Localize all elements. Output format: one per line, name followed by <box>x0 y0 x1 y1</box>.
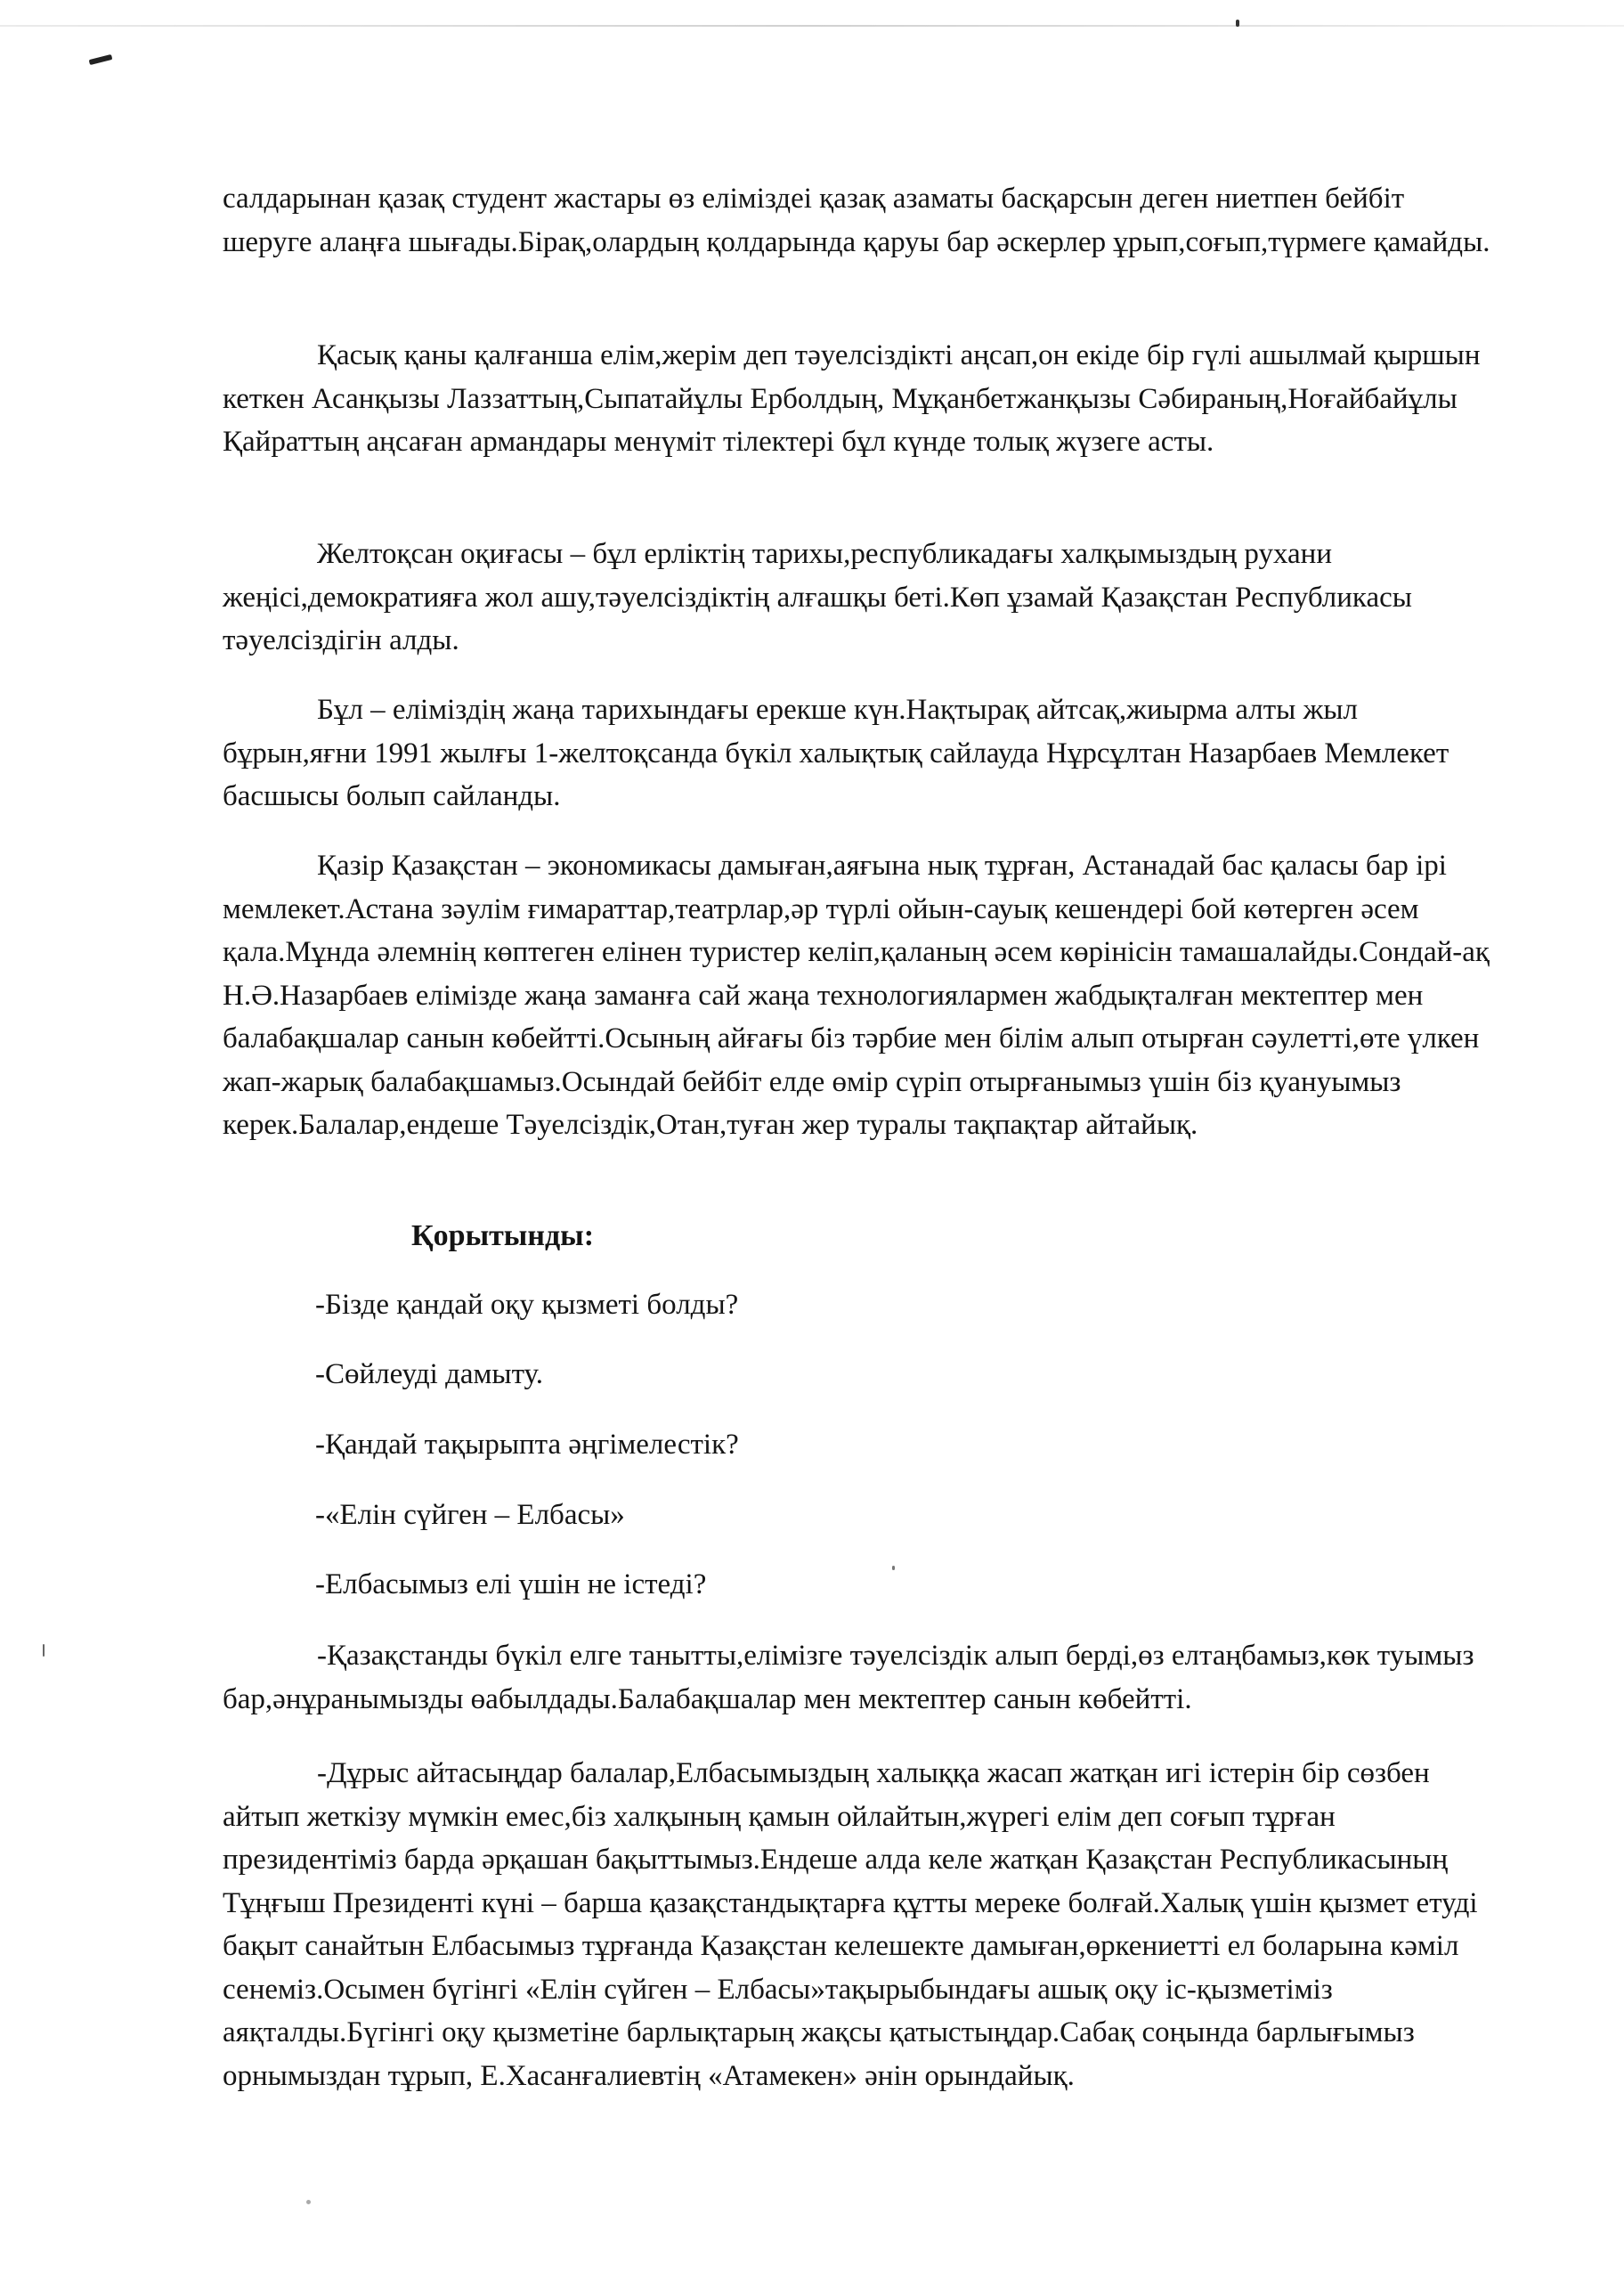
section-heading: Қорытынды: <box>411 1219 595 1252</box>
paragraph: Желтоқсан оқиғасы – бұл ерліктің тарихы,республикадағы халқымыздың рухани жеңісі,демократияға жол ашу,тәуелсіздіктің алғашқы беті.Көп ұзамай Қазақстан Республикасы тәуелсіздігін алды. <box>223 538 1412 656</box>
paragraph: Бұл – еліміздің жаңа тарихындағы ерекше күн.Нақтырақ айтсақ,жиырма алты жыл бұрын,яғни 1991 жылғы 1-желтоқсанда бүкіл халықтық сайлауда Нұрсұлтан Назарбаев Мемлекет басшысы болып сайланды. <box>223 694 1449 812</box>
paragraph: Қасық қаны қалғанша елім,жерім деп тәуелсіздікті аңсап,он екіде бір гүлі ашылмай қыршын кеткен Асанқызы Лаззаттың,Сыпатайұлы Ерболдың, Мұқанбетжанқызы Сәбираның,Ноғайбайұлы Қайраттың аңсаған армандары менүміт тілектері бұл күнде толық жүзеге асты. <box>223 339 1481 458</box>
paragraph: Қазір Қазақстан – экономикасы дамыған,аяғына нық тұрған, Астанадай бас қаласы бар ірі мемлекет.Астана зәулім ғимараттар,театрлар,әр түрлі ойын-сауық кешендері бой көтерген әсем қала.Мұнда әлемнің көптеген елінен туристер келіп,қаланың әсем көрінісін тамашалайды.Сондай-ақ Н.Ә.Назарбаев елімізде жаңа заманға сай жаңа технологиялармен жабдықталған мектептер мен балабақшалар санын көбейтті.Осының айғағы біз тәрбие мен білім алып отырған сәулетті,өте үлкен жап-жарық балабақшамыз.Осындай бейбіт елде өмір сүріп отырғанымыз үшін біз қуануымыз керек.Балалар,ендеше Тәуелсіздік,Отан,туған жер туралы тақпақтар айтайық. <box>223 850 1490 1141</box>
list-item: -Елбасымыз елі үшін не істеді? <box>315 1568 707 1600</box>
paragraph: салдарынан қазақ студент жастары өз еліміздеі қазақ азаматы басқарсын деген ниетпен бейбіт шеруге алаңға шығады.Бірақ,олардың қолдарында қаруы бар әскерлер ұрып,соғып,түрмеге қамайды. <box>223 183 1490 258</box>
paragraph: -Қазақстанды бүкіл елге танытты,елімізге тәуелсіздік алып берді,өз елтаңбамыз,көк туымыз бар,әнұранымызды өабылдады.Балабақшалар мен мектептер санын көбейтті. <box>223 1640 1474 1715</box>
list-item: -«Елін сүйген – Елбасы» <box>315 1499 625 1531</box>
list-item: -Сөйлеуді дамыту. <box>315 1358 544 1390</box>
list-item: -Бізде қандай оқу қызметі болды? <box>315 1289 739 1321</box>
list-item: -Қандай тақырыпта әңгімелестік? <box>315 1429 739 1461</box>
paragraph: -Дұрыс айтасыңдар балалар,Елбасымыздың халыққа жасап жатқан игі істерін бір сөзбен айтып жеткізу мүмкін емес,біз халқының қамын ойлайтын,жүрегі елім деп соғып тұрған президентіміз барда әрқашан бақыттымыз.Ендеше алда келе жатқан Қазақстан Республикасының Тұңғыш Президенті күні – барша қазақстандықтарға құтты мереке болғай.Халық үшін қызмет етуді бақыт санайтын Елбасымыз тұрғанда Қазақстан келешекте дамыған,өркениетті ел боларына кәміл сенеміз.Осымен бүгінгі «Елін сүйген – Елбасы»тақырыбындағы ашық оқу іс-қызметіміз аяқталды.Бүгінгі оқу қызметіне барлықтарың жақсы қатыстыңдар.Сабақ соңында барлығымыз орнымыздан тұрып, Е.Хасанғалиевтің «Атамекен» әнін орындайық. <box>223 1757 1478 2092</box>
